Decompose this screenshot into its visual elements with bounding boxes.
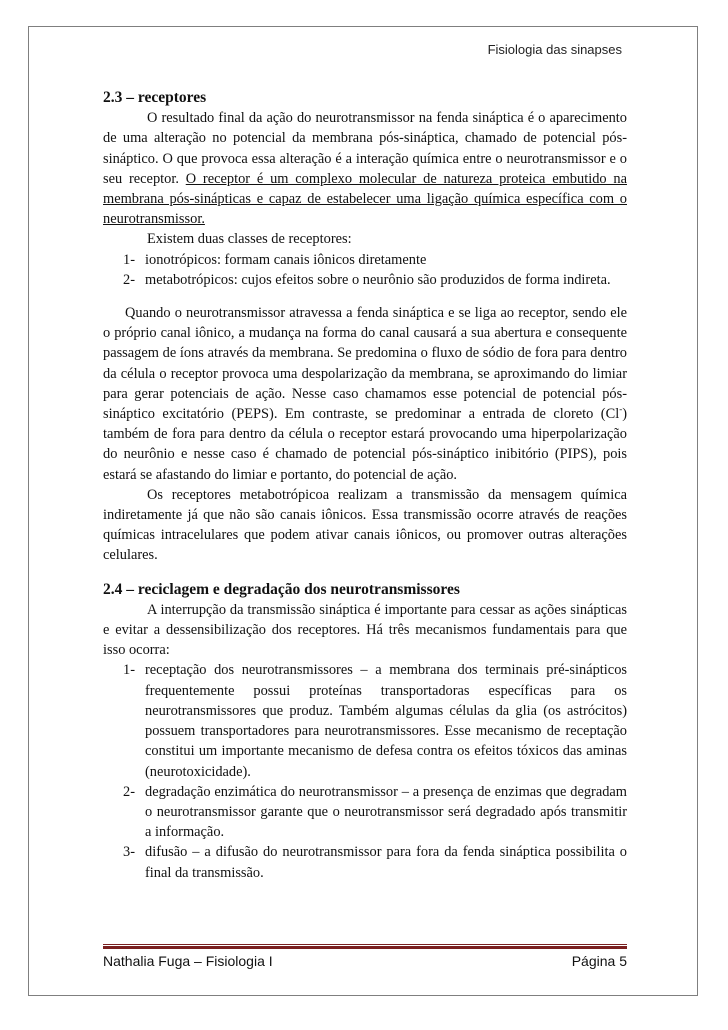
paragraph-receptores-intro (103, 108, 627, 229)
section-heading-reciclagem: 2.4 – reciclagem e degradação dos neurotransmissores (103, 580, 460, 598)
document-body (103, 88, 627, 883)
paragraph-reciclagem-intro: A interrupção da transmissão sináptica é importante para cessar as ações sinápticas e evitar a dessensibilização dos receptores. Há três mecanismos fundamentais para que isso ocorra: (103, 601, 627, 659)
list-number: 3- (123, 844, 135, 861)
list-text: degradação enzimática do neurotransmissor – a presença de enzimas que degradam o neurotransmissor garante que o neurotransmissor será degradado após transmitir a informação. (145, 783, 627, 841)
list-item (103, 842, 627, 882)
footer-rule (103, 944, 627, 945)
list-number: 1- (123, 662, 135, 679)
running-header: Fisiologia das sinapses (487, 42, 622, 57)
footer-author: Nathalia Fuga – Fisiologia I (103, 953, 273, 969)
list-item (103, 270, 627, 290)
footer-rule (103, 946, 627, 949)
paragraph-ionotropic (103, 303, 627, 485)
paragraph-text: ) também de fora para dentro da célula o receptor estará provocando uma hiperpolarização do neurônio e nesse caso é chamado de potencial pós-sináptico inibitório (PIPS), pois estará se afastando do limiar e portanto, do potencial de ação. (103, 406, 627, 483)
paragraph-metabotropic: Os receptores metabotrópicoa realizam a transmissão da mensagem química indiretamente já que não são canais iônicos. Essa transmissão ocorre através de reações químicas intracelulares que podem ativar canais iônicos, ou promover outras alterações celulares. (103, 486, 627, 564)
list-text: metabotrópicos: cujos efeitos sobre o neurônio são produzidos de forma indireta. (145, 271, 611, 288)
list-text: difusão – a difusão do neurotransmissor para fora da fenda sináptica possibilita o final da transmissão. (145, 844, 627, 881)
paragraph-text: O resultado final da ação do neurotransmissor na fenda sináptica é o aparecimento de uma alteração no potencial da membrana pós-sináptica, chamado de potencial pós-sináptico. O que provoca essa alteração é a interação química entre o neurotransmissor e o seu receptor. (103, 110, 627, 187)
list-text: ionotrópicos: formam canais iônicos diretamente (145, 251, 427, 268)
paragraph-classes-intro: Existem duas classes de receptores: (147, 231, 352, 248)
list-item (103, 660, 627, 781)
list-number: 2- (123, 783, 135, 800)
superscript-charge: - (619, 404, 623, 415)
mechanisms-list (103, 660, 627, 882)
list-number: 2- (123, 271, 135, 288)
paragraph-text: Quando o neurotransmissor atravessa a fenda sináptica e se liga ao receptor, sendo ele o próprio canal iônico, a mudança na forma do canal causará a sua abertura e consequente passagem de íons através da membrana. Se predomina o fluxo de sódio de fora para dentro da célula o receptor provoca uma despolarização da membrana, se aproximando do limiar para gerar potenciais de ação. Nesse caso chamamos esse potencial de potencial pós-sináptico excitatório (PEPS). Em contraste, se predominar a entrada de cloreto (Cl (103, 305, 627, 423)
spacer (103, 290, 627, 303)
page-number: Página 5 (571, 953, 627, 969)
list-item (103, 782, 627, 843)
list-text: receptação dos neurotransmissores – a membrana dos terminais pré-sinápticos frequentemente possui proteínas transportadoras específicas para os neurotransmissores que produz. Também algumas células da glia (os astrócitos) possuem transportadores para neurotransmissores. Esse mecanismo de receptação constitui um importante mecanismo de defesa contra os efeitos tóxicos das aminas (neurotoxicidade). (145, 662, 627, 780)
section-heading-receptores: 2.3 – receptores (103, 89, 207, 106)
list-item (103, 250, 627, 270)
underlined-definition: O receptor é um complexo molecular de natureza proteica embutido na membrana pós-sinápticas e capaz de estabelecer uma ligação química específica com o neurotransmissor. (103, 170, 627, 228)
list-number: 1- (123, 251, 135, 268)
receptor-classes-list (103, 250, 627, 290)
